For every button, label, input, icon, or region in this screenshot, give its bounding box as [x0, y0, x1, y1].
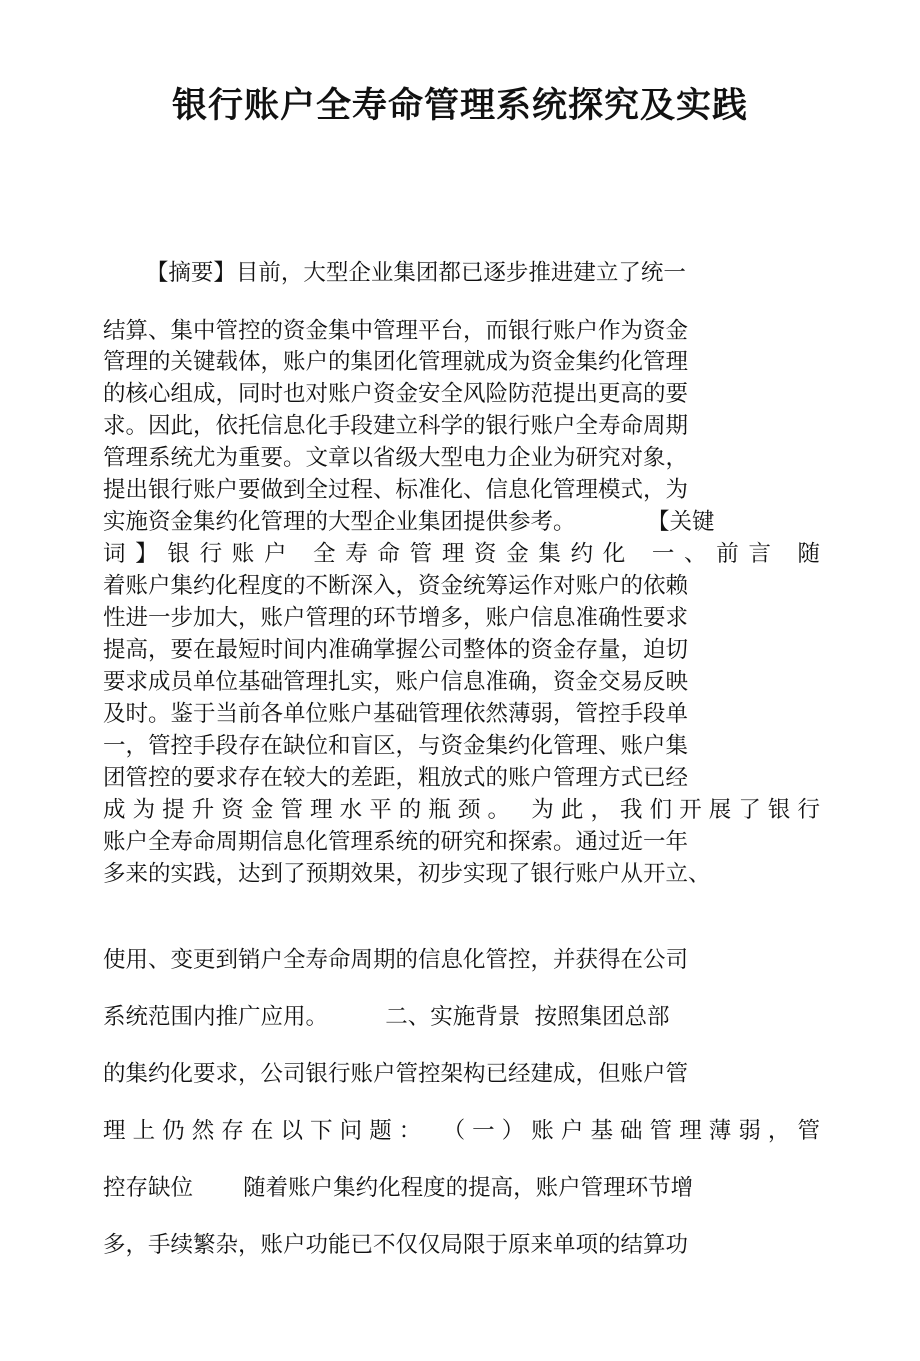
body-line: 【摘要】目前，大型企业集团都已逐步推进建立了统一	[103, 260, 686, 286]
body-line: 的核心组成，同时也对账户资金安全风险防范提出更高的要	[103, 381, 689, 407]
body-line: 要求成员单位基础管理扎实，账户信息准确，资金交易反映	[103, 669, 689, 695]
body-line: 系统范围内推广应用。 二、实施背景 按照集团总部	[103, 1004, 670, 1030]
body-line: 控存缺位 随着账户集约化程度的提高，账户管理环节增	[103, 1175, 694, 1201]
body-line: 多来的实践，达到了预期效果，初步实现了银行账户从开立、	[103, 861, 711, 887]
body-line: 管理系统尤为重要。文章以省级大型电力企业为研究对象，	[103, 445, 689, 471]
body-line: 提出银行账户要做到全过程、标准化、信息化管理模式，为	[103, 477, 689, 503]
document-title: 银行账户全寿命管理系统探究及实践	[171, 86, 748, 126]
body-line: 账户全寿命周期信息化管理系统的研究和探索。通过近一年	[103, 829, 689, 855]
body-line: 实施资金集约化管理的大型企业集团提供参考。 【关键	[103, 509, 715, 535]
body-line: 的集约化要求，公司银行账户管控架构已经建成，但账户管	[103, 1061, 689, 1087]
body-line: 一，管控手段存在缺位和盲区，与资金集约化管理、账户集	[103, 733, 689, 759]
body-line: 理上仍然存在以下问题： （一）账户基础管理薄弱，管	[103, 1118, 820, 1144]
body-line: 着账户集约化程度的不断深入，资金统筹运作对账户的依赖	[103, 573, 689, 599]
body-line: 求。因此，依托信息化手段建立科学的银行账户全寿命周期	[103, 413, 689, 439]
body-line: 性进一步加大，账户管理的环节增多，账户信息准确性要求	[103, 605, 689, 631]
body-line: 词】银行账户 全寿命管理资金集约化 一、前言 随	[103, 541, 820, 567]
body-line: 成为提升资金管理水平的瓶颈。 为此，我们开展了银行	[103, 797, 820, 823]
body-line: 使用、变更到销户全寿命周期的信息化管控，并获得在公司	[103, 947, 689, 973]
body-line: 团管控的要求存在较大的差距，粗放式的账户管理方式已经	[103, 765, 689, 791]
body-line: 及时。鉴于当前各单位账户基础管理依然薄弱，管控手段单	[103, 701, 689, 727]
body-line: 管理的关键载体，账户的集团化管理就成为资金集约化管理	[103, 349, 689, 375]
body-line: 提高，要在最短时间内准确掌握公司整体的资金存量，迫切	[103, 637, 689, 663]
body-line: 多，手续繁杂，账户功能已不仅仅局限于原来单项的结算功	[103, 1232, 689, 1258]
body-line: 结算、集中管控的资金集中管理平台，而银行账户作为资金	[103, 318, 689, 344]
